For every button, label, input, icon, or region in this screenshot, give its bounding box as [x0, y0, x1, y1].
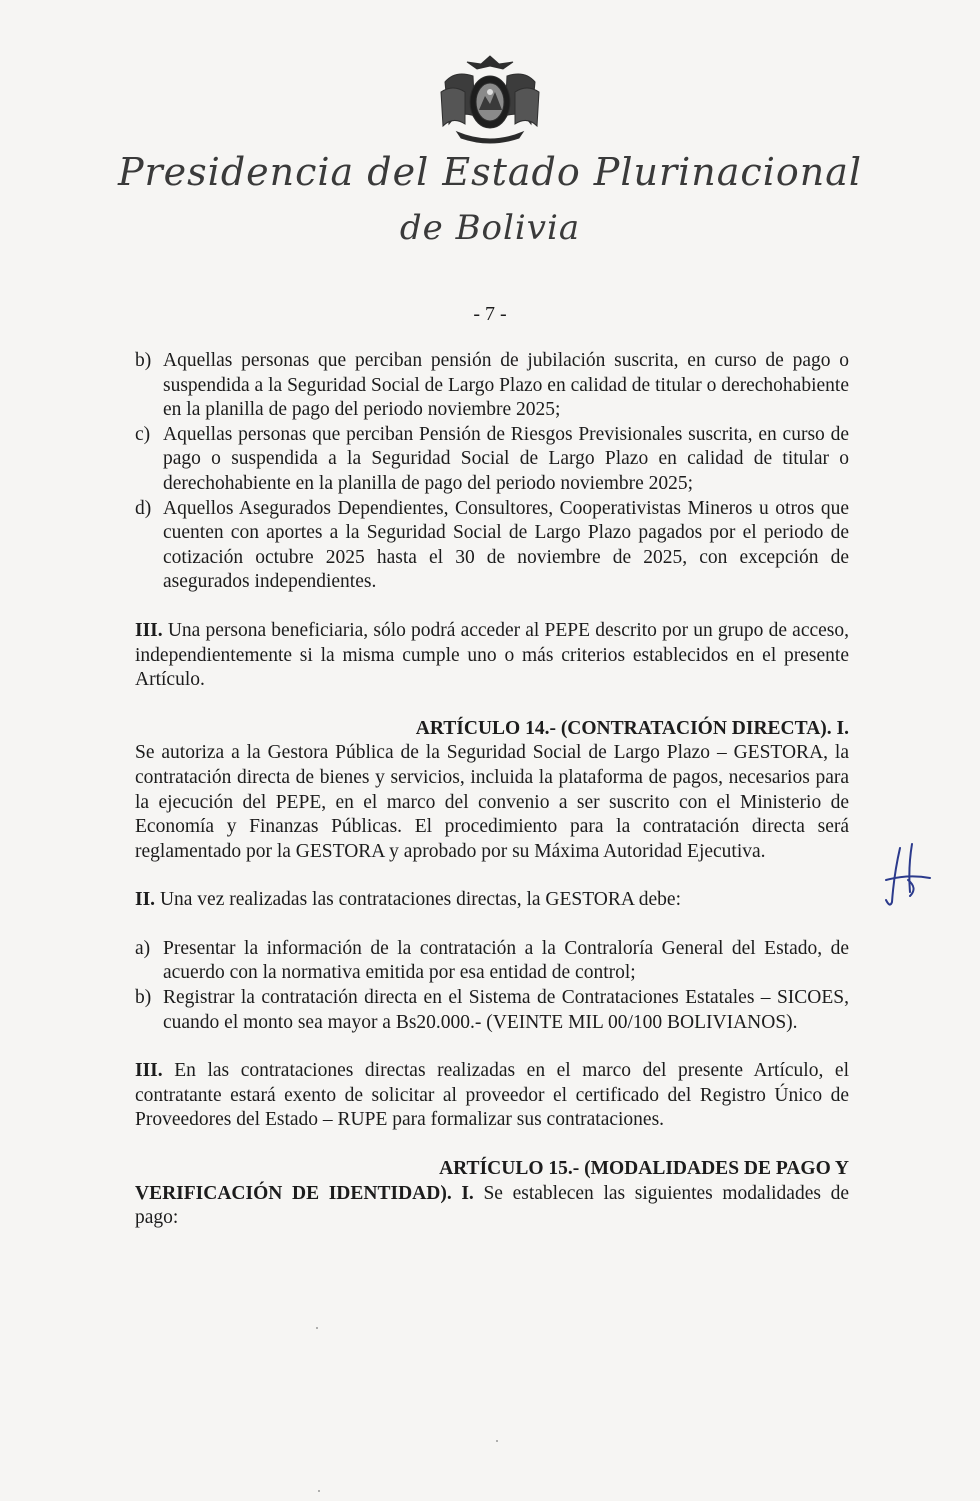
article-15-heading-line2: VERIFICACIÓN DE IDENTIDAD). I.: [135, 1182, 474, 1204]
paragraph-label: III.: [135, 1060, 163, 1082]
page-number: - 7 -: [473, 303, 507, 325]
handwritten-initials-signature: [878, 840, 938, 910]
list-item-text: Aquellas personas que perciban Pensión de Riesgos Previsionales suscrita, en curso de pago o suspendida a la Seguridad Social de Largo Plazo en calidad de titular o derechohabiente en la planilla de pago del periodo noviembre 2025;: [163, 423, 849, 494]
list-item-text: Aquellas personas que perciban pensión de jubilación suscrita, en curso de pago o suspendida a la Seguridad Social de Largo Plazo en calidad de titular o derechohabiente en la planilla de pago del periodo noviembre 2025;: [163, 350, 849, 421]
list-item-text: Aquellos Asegurados Dependientes, Consultores, Cooperativistas Mineros u otros que cuenten con aportes a la Seguridad Social de Largo Plazo pagados por el periodo de cotización octubre 2025 hasta el 30 de noviembre de 2025, con excepción de asegurados independientes.: [163, 497, 849, 593]
paragraph-text: En las contrataciones directas realizadas en el marco del presente Artículo, el contratante estará exento de solicitar al proveedor el certificado del Registro Único de Proveedores del Estado – RUPE para formalizar sus contrataciones.: [135, 1060, 849, 1131]
list-item: [135, 937, 849, 986]
list-item: [135, 349, 849, 423]
letterhead-title-line2: de Bolivia: [399, 208, 581, 248]
letterhead-title-line1: Presidencia del Estado Plurinacional: [117, 150, 863, 194]
list-item: [135, 423, 849, 497]
list-item-letter: b): [135, 987, 152, 1009]
paragraph-iii-rupe: [135, 1059, 849, 1133]
paragraph-iii-beneficiary: [135, 619, 849, 693]
list-item-letter: c): [135, 423, 151, 445]
article-15-heading: ARTÍCULO 15.- (MODALIDADES DE PAGO Y: [439, 1158, 849, 1180]
paragraph-label: II.: [135, 889, 156, 911]
paragraph-ii: [135, 888, 849, 913]
coat-of-arms-seal: [437, 52, 543, 144]
list-item-text: Registrar la contratación directa en el Sistema de Contrataciones Estatales – SICOES, cuando el monto sea mayor a Bs20.000.- (VEINTE MIL 00/100 BOLIVIANOS).: [163, 987, 849, 1033]
document-body: [135, 349, 849, 1231]
paragraph-text: Una persona beneficiaria, sólo podrá acceder al PEPE descrito por un grupo de acceso, independientemente si la misma cumple uno o más criterios establecidos en el presente Artículo.: [135, 619, 849, 691]
list-item-letter: b): [135, 350, 152, 371]
list-item: [135, 986, 849, 1035]
list-item-text: Presentar la información de la contratación a la Contraloría General del Estado, de acuerdo con la normativa emitida por esa entidad de control;: [163, 937, 849, 984]
list-item: [135, 497, 849, 595]
paragraph-text: Se establecen las siguientes modalidades de pago:: [135, 1182, 849, 1229]
list-item-letter: d): [135, 497, 152, 519]
paragraph-text: Una vez realizadas las contrataciones directas, la GESTORA debe:: [155, 889, 682, 911]
article-14-text: Se autoriza a la Gestora Pública de la Seguridad Social de Largo Plazo – GESTORA, la contratación directa de bienes y servicios, incluida la plataforma de pagos, necesarios para la ejecución del PEPE, en el marco del convenio a ser suscrito con el Ministerio de Economía y Finanzas Públicas. El procedimiento para la contratación directa será reglamentado por la GESTORA y aprobado por su Máxima Autoridad Ejecutiva.: [135, 742, 849, 862]
paragraph-label: III.: [135, 619, 163, 641]
list-item-letter: a): [135, 937, 151, 959]
article-14-heading: ARTÍCULO 14.- (CONTRATACIÓN DIRECTA). I.: [415, 717, 849, 739]
article-15-text: [135, 1182, 849, 1231]
